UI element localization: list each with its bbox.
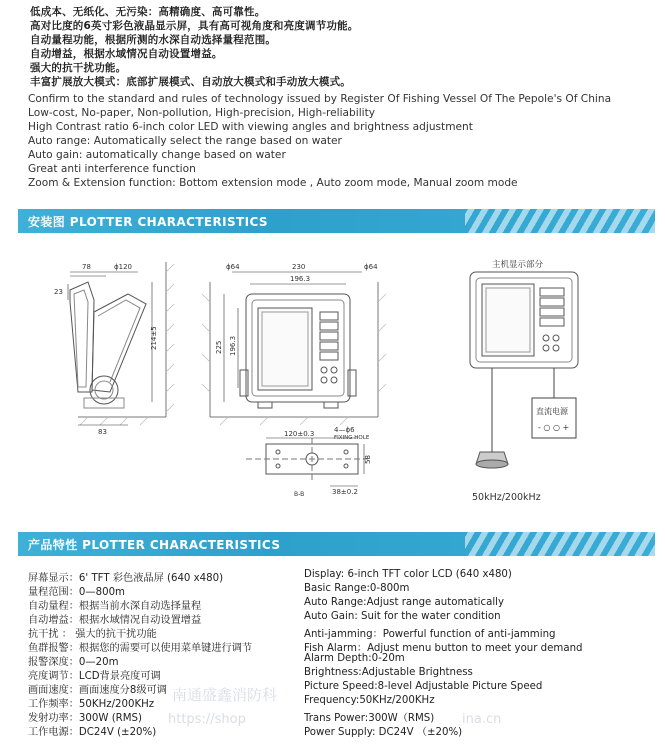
- spec-row: [28, 723, 628, 737]
- spec-cn: 鱼群报警：根据您的需要可以使用菜单键进行调节: [28, 643, 253, 654]
- fixing-hole-drawing: [246, 438, 368, 486]
- spec-en: Frequency:50KHz/200KHz: [304, 695, 435, 706]
- spec-en: Power Supply: DC24V （±20%): [304, 727, 463, 738]
- intro-cn-line: 自动增益，根据水域情况自动设置增益。: [30, 48, 223, 60]
- spec-cn: 亮度调节：LCD背景亮度可调: [28, 671, 161, 682]
- spec-en: Auto Gain: Suit for the water condition: [304, 611, 501, 622]
- spec-cn: 发射功率：300W (RMS): [28, 713, 142, 724]
- spec-cn: 工作频率：50KHz/200KHz: [28, 699, 155, 710]
- dim-label: FIXING HOLE: [334, 435, 370, 441]
- intro-en-line: High Contrast ratio 6-inch color LED with viewing angles and brightness adjustment: [28, 121, 473, 133]
- side-view-drawing: [68, 262, 174, 425]
- spec-en: Auto Range:Adjust range automatically: [304, 597, 505, 608]
- dim-label: 196.3: [229, 335, 237, 356]
- spec-row: [28, 625, 628, 639]
- spec-en: Picture Speed:8-level Adjustable Picture Speed: [304, 681, 543, 692]
- section-header-features: [18, 532, 655, 556]
- dim-label: 83: [98, 428, 107, 436]
- spec-en: Brightness:Adjustable Brightness: [304, 667, 473, 678]
- intro-cn-line: 高对比度的6英寸彩色液晶显示屏，具有高可视角度和亮度调节功能。: [30, 20, 359, 32]
- spec-row: [28, 597, 628, 611]
- spec-cn: 自动量程：根据当前水深自动选择量程: [28, 601, 202, 612]
- spec-row: [28, 653, 628, 667]
- spec-cn: 报警深度：0—20m: [28, 657, 119, 668]
- dim-label: 196.3: [290, 275, 311, 283]
- spec-cn: 抗干扰 ： 强大的抗干扰功能: [28, 629, 157, 640]
- watermark-text: 南通盛鑫消防科: [172, 686, 278, 704]
- spec-en: Basic Range:0-800m: [304, 583, 410, 594]
- spec-en: Anti-jamming：Powerful function of anti-jamming: [304, 629, 556, 640]
- intro-cn-line: 低成本、无纸化、无污染：高精确度、高可靠性。: [30, 6, 266, 18]
- intro-en-line: Zoom & Extension function: Bottom extension mode , Auto zoom mode, Manual zoom mode: [28, 177, 518, 189]
- spec-en: Display: 6-inch TFT color LCD (640 x480): [304, 569, 512, 580]
- spec-row: [28, 681, 628, 695]
- spec-cn: 屏幕显示：6' TFT 彩色液晶屏 (640 x480): [28, 573, 224, 584]
- watermark-url-end: ina.cn: [462, 712, 502, 727]
- intro-en-line: Confirm to the standard and rules of technology issued by Register Of Fishing Vessel Of The Pepole's Of China: [28, 93, 612, 105]
- dim-label: 230: [292, 263, 306, 271]
- intro-en-line: Low-cost, No-paper, Non-pollution, High-precision, High-reliability: [28, 107, 376, 119]
- intro-en-line: Auto gain: automatically change based on water: [28, 149, 286, 161]
- section-header-stripes: [465, 532, 655, 556]
- dim-label: ϕ120: [114, 263, 132, 271]
- intro-en-line: Auto range: Automatically select the range based on water: [28, 135, 342, 147]
- spec-row: [28, 583, 628, 597]
- dim-label: 4—ϕ6: [334, 426, 355, 434]
- frequency-label: 50kHz/200kHz: [472, 492, 541, 503]
- section-header-installation: [18, 209, 655, 233]
- dim-label: 23: [54, 288, 63, 296]
- dim-label: 120±0.3: [284, 430, 315, 438]
- spec-row: [28, 709, 628, 723]
- spec-row: [28, 667, 628, 681]
- spec-row: [28, 695, 628, 709]
- spec-en: Alarm Depth:0-20m: [304, 653, 405, 664]
- dim-label: ϕ64: [364, 263, 378, 271]
- spec-row: [28, 611, 628, 625]
- intro-cn-line: 自动量程功能，根据所测的水深自动选择量程范围。: [30, 34, 277, 46]
- wiring-schematic: [470, 272, 578, 468]
- spec-cn: 工作电源：DC24V (±20%): [28, 727, 157, 738]
- section-title: 安装图 PLOTTER CHARACTERISTICS: [28, 215, 268, 229]
- dim-label: ϕ64: [226, 263, 240, 271]
- intro-cn-line: 强大的抗干扰功能。: [30, 62, 127, 74]
- installation-diagram: [18, 242, 655, 522]
- dim-label: 58: [364, 455, 372, 464]
- section-header-stripes: [465, 209, 655, 233]
- intro-cn-line: 丰富扩展放大模式：底部扩展模式、自动放大模式和手动放大模式。: [30, 76, 351, 88]
- dc-terminals-label: - ○ ○ +: [538, 423, 570, 432]
- spec-row: [28, 569, 628, 583]
- spec-en: Trans Power:300W（RMS): [304, 713, 435, 724]
- main-unit-label: 主机显示部分: [492, 260, 544, 270]
- spec-row: [28, 639, 628, 653]
- dc-power-label: 直流电源: [536, 407, 568, 416]
- spec-en: Fish Alarm：Adjust menu button to meet your demand: [304, 643, 583, 654]
- spec-cn: 自动增益：根据水域情况自动设置增益: [28, 615, 202, 626]
- dim-label: B-B: [294, 491, 305, 498]
- watermark-url: https://shop: [168, 712, 246, 727]
- spec-cn: 画面速度：画面速度分8级可调: [28, 685, 167, 696]
- spec-cn: 量程范围：0—800m: [28, 587, 125, 598]
- dim-label: 214±5: [150, 326, 158, 350]
- intro-en-line: Great anti interference function: [28, 163, 196, 175]
- dim-label: 78: [82, 263, 91, 271]
- dim-label: 38±0.2: [332, 488, 358, 496]
- dim-label: 225: [215, 340, 223, 354]
- section-title: 产品特性 PLOTTER CHARACTERISTICS: [28, 538, 281, 552]
